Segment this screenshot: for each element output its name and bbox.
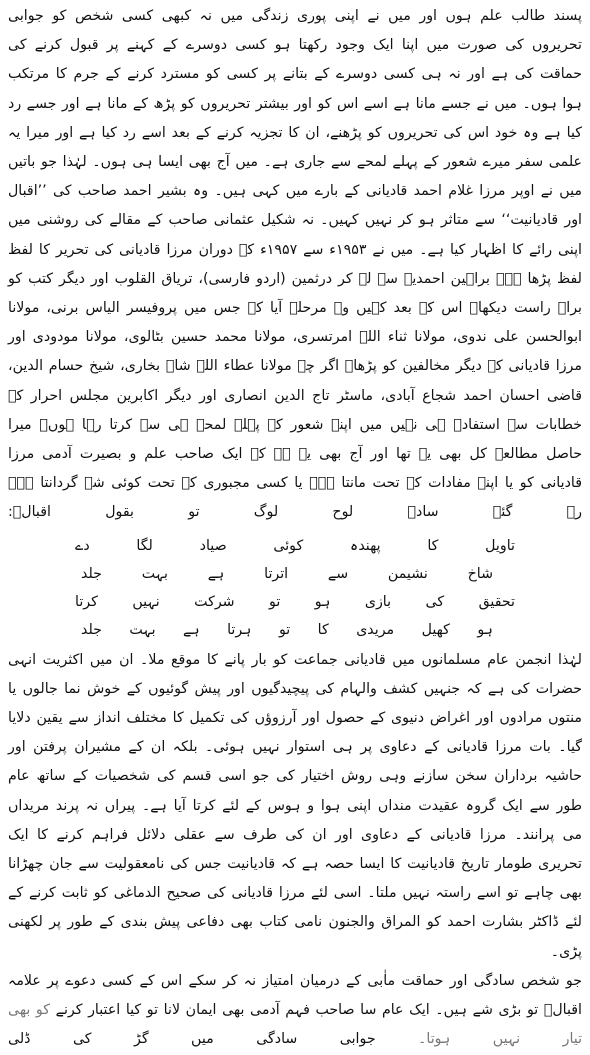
paragraph-3-main: جو شخص سادگی اور حماقت ماٰبی کے درمیان امتیاز نہ کر سکے اس کے کسی دعوے پر علامہ اقبالؒ تو بڑی شے ہیں۔ ایک عام سا صاحب فہم آدمی بھی ایمان لانا تو کیا اعتبار کرنے <box>8 972 582 1019</box>
poem-line-1: تاویل کا پھندہ کوئی صیاد لگا دے <box>75 537 515 554</box>
paragraph-3 <box>8 967 582 1055</box>
paragraph-1: پسند طالب علم ہوں اور میں نے اپنی پوری زندگی میں نہ کبھی کسی شخص کو جوابی تحریروں کی صورت میں اپنا ایک وجود رکھتا ہو کسی دوسرے کے کہنے پر قبول کرنے کی حماقت کی ہے اور نہ ہی کسی دوسرے کے بتانے پر کسی کو مسترد کرنے کے جرم کا مرتکب ہوا ہوں۔ میں نے جسے مانا ہے اسے اس کو اور بیشتر تحریروں کو پڑھ کے مانا ہے اور جسے رد کیا ہے وہ خود اس کی تحریروں کو پڑھنے، ان کا تجزیہ کرنے کے بعد اسے رد کیا ہے اور میرا یہ علمی سفر میرے شعور کے پہلے لمحے سے جاری ہے۔ میں آج بھی ایسا ہی ہوں۔ لہٰذا جو باتیں میں نے اوپر مرزا غلام احمد قادیانی کے بارے میں کہی ہیں۔ وہ بشیر احمد صاحب کی ’’اقبال اور قادیانیت‘‘ سے متاثر ہو کر نہیں کہیں۔ نہ شکیل عثمانی صاحب کے مقالے کی روشنی میں اپنی رائے کا اظہار کیا ہے۔ میں نے ۱۹۵۳ء سے ۱۹۵۷ء کے دوران مرزا قادیانی کی تحریر کا لفظ لفظ پڑھا ہے۔ براہین احمدیہ سے لے کر درثمین (اردو فارسی)، تریاق القلوب اور دیگر کتب کو براہ راست دیکھا۔ اس کے بعد کہیں وہ مرحلہ آیا کہ جس میں پروفیسر الیاس برنی، مولانا ابوالحسن علی ندوی، مولانا ثناء اللہ امرتسری، مولانا محمد حسین بٹالوی، مولانا مودودی اور مرزا قادیانی کے دیگر مخالفین کو پڑھا۔ اگر چہ مولانا عطاء اللہ شاہ بخاری، شیخ حسام الدین، قاضی احسان احمد شجاع آبادی، ماسٹر تاج الدین انصاری اور دیگر اکابرین مجلس احرار کے خطابات سے استفادہ ہی نہیں میں اپنے شعور کے پہلے لمحے ہی سے کرتا رہا ہوں۔ میرا حاصل مطالعہ کل بھی یہ تھا اور آج بھی یہ ہے کہ ایک صاحب علم و بصیرت آدمی مرزا قادیانی کو یا اپنے مفادات کے تحت مانتا ہے۔ یا کسی مجبوری کے تحت کوئی شے گردانتا ہے۔ رہ گئے سادہ لوح لوگ تو بقول اقبالؒ: <box>8 8 582 521</box>
poem-line-4: ہو کھیل مریدی کا تو ہرتا ہے بہت جلد <box>81 621 493 638</box>
paragraph-3-tail: جوابی سادگی میں گڑ کی ڈلی <box>8 1031 376 1048</box>
poem-line-2: شاخ نشیمن سے اترتا ہے بہت جلد <box>81 565 493 582</box>
paragraph-2: لہٰذا انجمن عام مسلمانوں میں قادیانی جماعت کو بار پانے کا موقع ملا۔ ان میں اکثریت انہی حضرات کی ہے کہ جنہیں کشف والہام کی پیچیدگیوں اور پیش گوئیوں کے خوش نما جالوں یا منتوں مرادوں اور اغراض دنیوی کے حصول اور آرزوؤں کی تکمیل کا مختلف انداز سے یقین دلایا گیا۔ بات مرزا قادیانی کے دعاوی پر ہی استوار نہیں ہوئی۔ بلکہ ان کے مشیران پرفتن اور حاشیہ برداران سخن سازنے وہی روش اختیار کی جو اسی قسم کی شخصیات کے ساتھ عام طور سے ایک گروہ عقیدت منداں اپنی ہوا و ہوس کے لئے کرتا آیا ہے۔ پیراں نہ پرند مریداں می پرانند۔ مرزا قادیانی کے دعاوی اور ان کی طرف سے عقلی دلائل فراہم کرنے کا ایک تحریری طومار تاریخ قادیانیت کا ایسا حصہ ہے کہ قادیانیت جس کی نامعقولیت سے جان چھڑانا بھی چاہے تو اسے راستہ نہیں ملتا۔ اسی لئے مرزا قادیانی کی صحیح الدماغی کو ثابت کرنے کے لئے ڈاکٹر بشارت احمد کو المراق والجنون نامی کتاب بھی دفاعی پیش بندی کے طور پر لکھنی پڑی۔ <box>8 651 582 960</box>
poem-line-3: تحقیق کی بازی ہو تو شرکت نہیں کرتا <box>75 593 515 610</box>
poem-block <box>75 532 515 644</box>
paragraph-3-faded-text: کو بھی تیار نہیں ہوتا۔ <box>8 1002 583 1048</box>
